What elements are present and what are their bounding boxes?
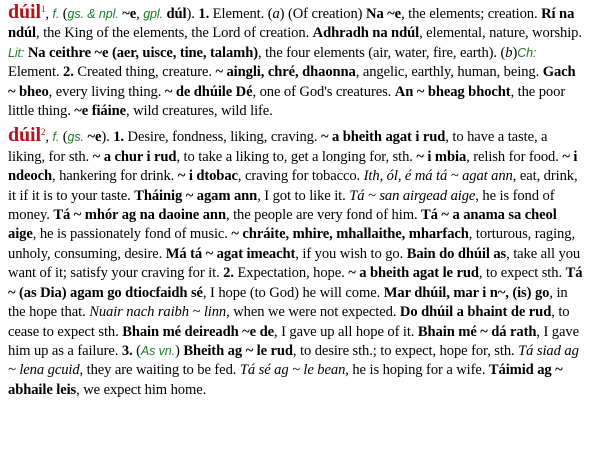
bold-phrase: Tháinig ~ agam ann [134,187,258,204]
grammar-label: Lit: [8,45,25,60]
bold-phrase: ~ i mbia [416,148,467,165]
italic-phrase: Tá siad ag ~ lena gcuid [8,342,579,379]
grammar-label: As vn. [140,343,176,358]
text: , every living thing. [48,83,165,100]
bold-phrase: Adhradh na ndúl [312,25,420,42]
grammar-label: f. [52,7,60,21]
grammar-label: gs. [67,130,84,145]
bold-phrase: 1. [198,6,210,22]
bold-phrase: Tá ~ (as Dia) agam go dtiocfaidh sé [8,265,583,301]
bold-phrase: Do dhúil a bhaint de rud [399,304,552,321]
bold-phrase: An ~ bheag bhocht [394,83,511,100]
grammar-label: gpl. [143,7,163,21]
bold-phrase: ~ aingli, chré, dhaonna [215,64,356,81]
bold-phrase: ~ i dtobac [177,168,238,185]
bold-phrase: ~e [118,6,137,22]
italic-phrase: Nuair nach raibh ~ linn [89,304,227,321]
text: ( [132,342,141,359]
text: Created thing, creature. [73,64,216,81]
text: , to desire sth.; to expect, hope for, sth. [292,342,519,359]
text: , we expect him home. [76,381,207,398]
text: , if you wish to go. [295,245,407,262]
bold-phrase: ~ a bheith agat i rud [320,129,446,146]
bold-phrase: Rí na ndúl [8,6,575,42]
bold-phrase: dúl [162,6,187,22]
text: , he is fond of money. [8,187,555,224]
text: , the King of the elements, the Lord of creation. [36,25,313,42]
italic-phrase: b [505,44,513,61]
text: , to expect sth. [478,265,566,282]
bold-phrase: ~ a chur i rud [92,148,177,165]
italic-phrase: Tá ~ san airgead aige [349,187,476,204]
text: , in the hope that. [8,284,568,321]
entry-body [8,129,582,397]
text: , I got to like it. [257,187,350,204]
text: , to take a liking to, get a longing for, sth. [176,148,417,165]
text: , when we were not expected. [226,304,400,321]
text: , I gave up all hope of it. [273,323,418,340]
bold-phrase: Na ceithre ~e (aer, uisce, tine, talamh) [24,44,258,61]
text: ) [512,44,518,61]
text: ). [101,129,114,146]
dictionary-entry-1 [8,3,585,121]
bold-phrase: ~ a bheith agat le rud [348,265,479,282]
italic-phrase: Ith, ól, é má tá ~ agat ann [363,168,513,185]
text: , the four elements (air, water, fire, earth). ( [257,44,506,61]
text: , elemental, nature, worship. [419,25,582,42]
text: Element. ( [209,6,273,22]
bold-phrase: Táimid ag ~ abhaile leis [8,362,563,398]
text: Desire, fondness, liking, craving. [123,129,321,146]
text: , wild creatures, wild life. [125,103,273,120]
text: , one of God's creatures. [252,83,395,100]
bold-phrase: Gach ~ bheo [8,64,576,100]
text: ). [186,6,199,22]
bold-phrase: Mar dhúil, mar i n~, (is) go [383,284,550,301]
text: , I hope (to God) he will come. [202,284,384,301]
entry-body [8,6,582,119]
bold-phrase: Tá ~ a anama sa cheol aige [8,207,557,243]
grammar-label: f. [52,130,60,145]
text: , to have a taste, a liking, for sth. [8,129,548,165]
grammar-label: Ch: [517,45,537,60]
italic-phrase: a [272,6,280,22]
bold-phrase: Bheith ag ~ le rud [183,342,293,359]
homograph-number: 2 [40,127,46,138]
bold-phrase: 1. [113,129,124,146]
text: , to cease to expect sth. [8,304,570,340]
text: Expectation, hope. [233,265,349,282]
text: , [136,6,144,22]
bold-phrase: ~e [83,129,102,146]
text: , he is passionately fond of music. [32,226,232,243]
text: ) (Of creation) [279,6,366,22]
text: , they are waiting to be fed. [79,362,240,379]
text: , craving for tobacco. [237,168,364,185]
text: , take all you want of it; satisfy your craving for it. [8,245,581,282]
bold-phrase: 2. [223,265,234,282]
headword: dúil [8,124,41,147]
text: , angelic, earthly, human, being. [355,64,543,81]
text: ( [59,6,68,22]
text: , [45,6,53,22]
text: , [45,129,53,146]
text: , the people are very fond of him. [225,207,422,224]
bold-phrase: 3. [121,342,133,359]
text: , eat, drink, it if it is to your taste. [8,168,578,204]
bold-phrase: ~ de dhúile Dé [164,83,253,100]
bold-phrase: Bhain mé ~ dá rath [417,323,537,340]
dictionary-entry-2 [8,126,585,400]
text: , I gave him up as a failure. [8,323,579,359]
bold-phrase: Tá ~ mhór ag na daoine ann [53,207,226,224]
text: , relish for food. [466,148,563,165]
text: , hankering for drink. [52,168,178,185]
text: , the elements; creation. [401,6,542,22]
bold-phrase: Bain do dhúil as [406,245,507,262]
grammar-label: gs. & npl. [67,7,119,21]
text: , the poor little thing. [8,83,566,120]
bold-phrase: 2. [63,64,74,81]
bold-phrase: ~ i ndeoch [8,148,578,185]
text: Element. [8,64,64,81]
homograph-number: 1 [40,4,46,15]
bold-phrase: ~e fiáine [74,103,126,120]
text: , torturous, raging, unholy, consuming, desire. [8,226,576,262]
text: ( [59,129,68,146]
bold-phrase: Má tá ~ agat imeacht [165,245,296,262]
italic-phrase: Tá sé ag ~ le bean [239,362,346,379]
text: ) [175,342,184,359]
bold-phrase: Bhain mé deireadh ~e de [122,323,274,340]
headword: dúil [8,1,41,23]
text: , he is hoping for a wife. [345,362,489,379]
bold-phrase: Na ~e [366,6,402,22]
bold-phrase: ~ chráite, mhire, mhallaithe, mharfach [231,226,469,243]
